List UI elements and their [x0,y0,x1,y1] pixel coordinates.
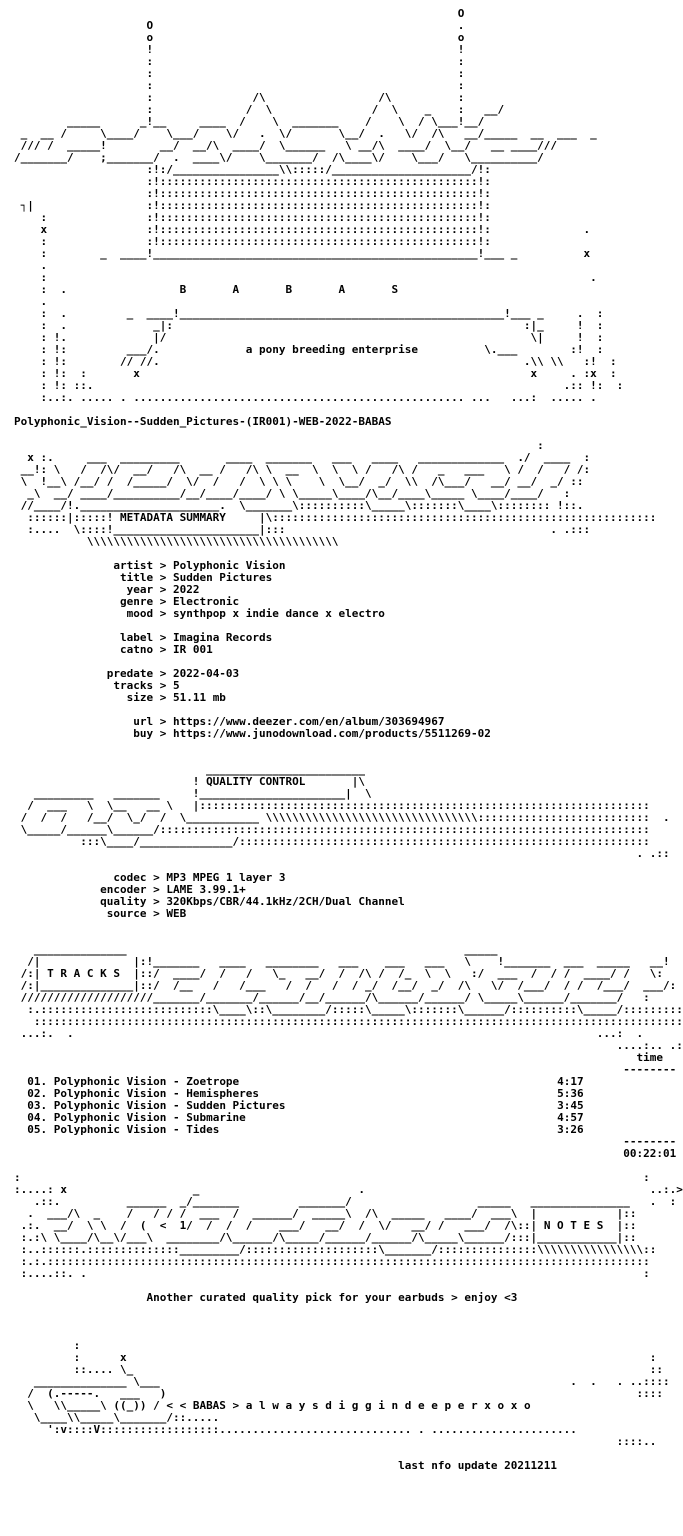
footer-slogan: < < BABAS > a l w a y s d i g g i n d e e p e r x o x o [166,1399,531,1412]
section-notes: N O T E S [543,1219,604,1232]
qc-source: WEB [166,907,187,920]
meta-year: 2022 [172,583,200,596]
track-row-2: 02. Polyphonic Vision - Hemispheres 5:36 [27,1087,584,1100]
meta-url: https://www.deezer.com/en/album/303694967 [172,715,445,728]
track-time: 3:26 [557,1123,584,1136]
meta-genre: Electronic [172,595,240,608]
section-tracks: T R A C K S [47,967,120,980]
meta-tracks: 5 [172,679,180,692]
last-update: last nfo update 20211211 [398,1459,558,1472]
track-time: 4:57 [557,1111,584,1124]
release-name: Polyphonic_Vision--Sudden_Pictures-(IR001)-WEB-2022-BABAS [14,415,392,428]
track-title: Polyphonic Vision - Submarine [53,1111,246,1124]
track-row-3: 03. Polyphonic Vision - Sudden Pictures 3:45 [27,1099,584,1112]
meta-title: Sudden Pictures [172,571,273,584]
track-row-1: 01. Polyphonic Vision - Zoetrope 4:17 [27,1075,584,1088]
section-metadata: METADATA SUMMARY [119,511,226,524]
qc-codec: MP3 MPEG 1 layer 3 [166,871,286,884]
track-row-4: 04. Polyphonic Vision - Submarine 4:57 [27,1111,584,1124]
tagline: a pony breeding enterprise [245,343,418,356]
meta-size: 51.11 mb [172,691,226,704]
meta-mood: synthpop x indie dance x electro [172,607,385,620]
track-time: 3:45 [557,1099,584,1112]
total-time: 00:22:01 [623,1147,677,1160]
track-title: Polyphonic Vision - Tides [53,1123,220,1136]
notes-text: Another curated quality pick for your earbuds > enjoy <3 [146,1291,518,1304]
meta-artist: Polyphonic Vision [172,559,286,572]
group-letters: B A B A S [179,283,399,296]
nfo-text: O O . o o ! ! : : : : : : : /\ /\ : : / \ / \ _ : __/ _____ _!__ ____ / \ _______ / \ / \___!__/ _ __ / \____/ \___/ \/ . \/ \__/ . \/ /\ __/_____ __ ___ _ /// / _____! __/ __/\ ____/ \______ \ __/\ ____/ \__/ __ ____/// /_______/ ;_______/ . ____\/ \_______/ /\____\/ \___/ \__________/ :!:/________________\\:::::/_____________________/!: :!::::::::::::::::::::::::::::::::::::::::::::::::!: :!::::::::::::::::::::::::::::::::::::::::::::::::!: ┐| :!::::::::::::::::::::::::::::::::::::::::::::::::!: : :!::::::::::::::::::::::::::::::::::::::::::::::::!: x :!::::::::::::::::::::::::::::::::::::::::::::::::!: . : :!::::::::::::::::::::::::::::::::::::::::::::::::!: : _ ____!_________________________________________________!___ _ x . : . : . B A B A S . : . _ ____!_________________________________________________!___ _ . : : . _|: :|_ ! : : !. |/ \| ! : : !: ___/. a pony breeding enterprise \.___ :! : : !: // //. .\\ \\ :! : : !: : x x . :x : : !: ::. .:: !: : :..:. ..... . .................................................. ... ...: ..... . Polyphonic_Vision--Sudden_Pictures-(IR001)-WEB-2022-BABAS : x :. ___ _________ ____ _______ ___ ____ _____________ ./ ____ : __!: \ / /\/ __/ /\ __ / /\ \ __ \ \ \ / /\ / _ ___ \ / / / /: \ !__\ /__/ / /_____/ \/ / / \ \ \ \ \__/ _/ \\ /\___/ __/ __/ _/ :: _\ __/ ____/__________/__/____/____/ \ \_____\____/\__/____\_____ \____/____/ : //____/!._____________________. \_______\::::::::::\_____\:::::::\____\:::::::: !::. ::::::|:::::! METADATA SUMMARY |\:::::::::::::::::::::::::::::::::::::::::::::::::::::::::: :.... \::::!______________________|::: . .::: \\\\\\\\\\\\\\\\\\\\\\\\\\\\\\\\\\\\\\ artist > Polyphonic Vision title > Sudden Pictures year > 2022 genre > Electronic mood > synthpop x indie dance x electro label > Imagina Records catno > IR 001 predate > 2022-04-03 tracks > 5 size > 51.11 mb url > https://www.deezer.com/en/album/303694967 buy > https://www.junodownload.com/products/5511269-02 ________________________ ! QUALITY CONTROL |\ _________ _______ !______________________| \ / ___ \ \__ __ \ |:::::::::::::::::::::::::::::::::::::::::::::::::::::::::::::::::::: / / / /__/ \_/ / \___________ \\\\\\\\\\\\\\\\\\\\\\\\\\\\\\\\:::::::::::::::::::::::::: . \_____/______\______/:::::::::::::::::::::::::::::::::::::::::::::::::::::::::::::::::::::::::: :::\____/______________/:::::::::::::::::::::::::::::::::::::::::::::::::::::::::::::: . .:: codec > MP3 MPEG 1 layer 3 encoder > LAME 3.99.1+ quality > 320Kbps/CBR/44.1kHz/2CH/Dual Channel source > WEB ______________ _____ /| |:!_______ ____ ________ ___ ___ ___ \ !_______ ___ _____ __! /:| T R A C K S |::/ ____/ / / \_ __/ / /\ / /_ \ \ :/ ___ / / / ____/ / \: /:|______________|::/ /__ / /___ / / / / _/ /__/ _/ /\ \/ /___/ / / /___/ ___/: ////////////////////_______/_______/______/__/______/\______/______/ \_____\______/_______/ : :.::::::::::::::::::::::::::\____\::\________/:::::\_____\:::::::\______/::::::::::\_____/::::::::: :::::::::::::::::::::::::::::::::::::::::::::::::::::::::::::::::::::::::::::::::::::::::::::::::: ...:. . ...: . ....:.. .: time -------- 01. Polyphonic Vision - Zoetrope 4:17 02. Polyphonic Vision - Hemispheres 5:36 03. Polyphonic Vision - Sudden Pictures 3:45 04. Polyphonic Vision - Submarine 4:57 05. Polyphonic Vision - Tides 3:26 -------- 00:22:01 : : :....: x _ . ..:.> .::. ______ _/_______ _______/ _____ _______________ . : . ___/\ _ / / / / ___ / ______/ _____\ /\ _____ ____/ ___\ | |:: .:. __/ \ \ / ( < 1/ / / / ___/ __/ / \/ __/ / ___/ /\::| N O T E S |:: :.:\ \____/\__\/___\ ________/\______/\_____/______/______/\_____\______/:::|____________|:: :..::::::.::::::::::::::_________/::::::::::::::::::::\_______/:::::::::::::::\\\\\\\\\\\\\\\\:: :.:.::::::::::::::::::::::::::::::::::::::::::::::::::::::::::::::::::::::::::::::::::::::::::: :....::. . : Another curated quality pick for your earbuds > enjoy <3 : : x : ::.... \_ :: ______________ \___ . . . ..:::: / (.-----. ___ ) :::: \ \\_____\ ((_)) / < < BABAS > a l w a y s d i g g i n d e e p e r x o x o \____\\_____\_______/::..... ':v::::V::::::::::::::::::............................. . ...................... ::::.. last nfo update 20211211 [14,7,683,1472]
track-time: 5:36 [557,1087,584,1100]
section-quality: QUALITY CONTROL [206,775,306,788]
meta-buy: https://www.junodownload.com/products/5511269-02 [172,727,491,740]
meta-label: Imagina Records [172,631,273,644]
meta-catno: IR 001 [172,643,213,656]
qc-encoder: LAME 3.99.1+ [166,883,246,896]
track-title: Polyphonic Vision - Sudden Pictures [53,1099,286,1112]
track-title: Polyphonic Vision - Hemispheres [53,1087,260,1100]
track-title: Polyphonic Vision - Zoetrope [53,1075,240,1088]
qc-quality: 320Kbps/CBR/44.1kHz/2CH/Dual Channel [166,895,405,908]
track-row-5: 05. Polyphonic Vision - Tides 3:26 [27,1123,584,1136]
time-header: time [636,1051,664,1064]
meta-predate: 2022-04-03 [172,667,240,680]
track-time: 4:17 [557,1075,584,1088]
